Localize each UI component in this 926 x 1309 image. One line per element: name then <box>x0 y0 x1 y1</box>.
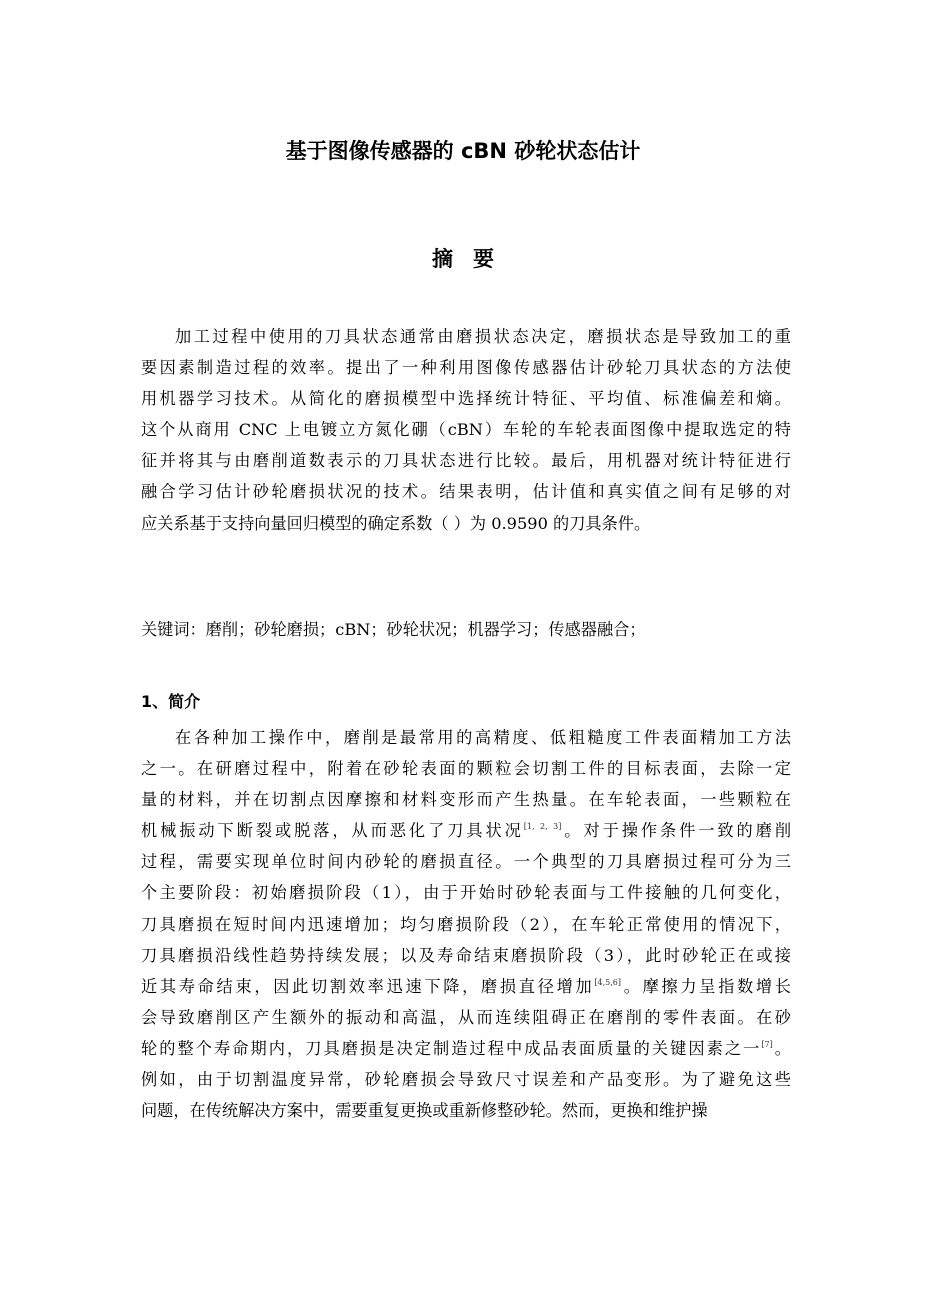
citation: [7] <box>761 1039 773 1049</box>
body-line: 量的材料，并在切割点因摩擦和材料变形而产生热量。在车轮表面，一些颗粒在 <box>141 790 791 810</box>
abstract-body <box>141 321 791 539</box>
body-line: 问题，在传统解决方案中，需要重复更换或重新修整砂轮。然而，更换和维护操 <box>141 1101 708 1121</box>
body-line: 例如，由于切割温度异常，砂轮磨损会导致尺寸误差和产品变形。为了避免这些 <box>141 1070 791 1090</box>
body-line: 轮的整个寿命期内，刀具磨损是决定制造过程中成品表面质量的关键因素之一[7]。 <box>141 1038 791 1058</box>
abstract-line: 应关系基于支持向量回归模型的确定系数（ ）为 0.9590 的刀具条件。 <box>141 513 651 533</box>
body-line: 机械振动下断裂或脱落，从而恶化了刀具状况[1, 2, 3]。对于操作条件一致的磨削 <box>141 821 792 841</box>
abstract-line: 融合学习估计砂轮磨损状况的技术。结果表明，估计值和真实值之间有足够的对 <box>141 482 791 502</box>
body-line: 会导致磨削区产生额外的振动和高温，从而连续阻碍正在磨削的零件表面。在砂 <box>141 1007 791 1027</box>
body-line: 刀具磨损在短时间内迅速增加；均匀磨损阶段（2），在车轮正常使用的情况下， <box>141 914 791 934</box>
citation: [1, 2, 3] <box>523 822 562 832</box>
section-heading: 1、简介 <box>141 692 201 711</box>
abstract-line: 加工过程中使用的刀具状态通常由磨损状态决定，磨损状态是导致加工的重 <box>175 327 791 346</box>
abstract-line: 征并将其与由磨削道数表示的刀具状态进行比较。最后，用机器对统计特征进行 <box>141 451 791 471</box>
body-line: 个主要阶段：初始磨损阶段（1），由于开始时砂轮表面与工件接触的几何变化， <box>141 883 791 903</box>
abstract-line: 这个从商用 CNC 上电镀立方氮化硼（cBN）车轮的车轮表面图像中提取选定的特 <box>141 420 791 440</box>
abstract-line: 要因素制造过程的效率。提出了一种利用图像传感器估计砂轮刀具状态的方法使 <box>141 358 791 378</box>
body-line: 过程，需要实现单位时间内砂轮的磨损直径。一个典型的刀具磨损过程可分为三 <box>141 852 791 872</box>
body-line: 近其寿命结束，因此切割效率迅速下降，磨损直径增加[4,5,6]。摩擦力呈指数增长 <box>141 976 791 996</box>
paper-title: 基于图像传感器的 cBN 砂轮状态估计 <box>285 139 641 163</box>
abstract-heading: 摘要 <box>432 247 514 271</box>
keywords: 关键词：磨削；砂轮磨损；cBN；砂轮状况；机器学习；传感器融合； <box>141 620 646 639</box>
body-line: 刀具磨损沿线性趋势持续发展；以及寿命结束磨损阶段（3），此时砂轮正在或接 <box>141 945 791 965</box>
abstract-line: 用机器学习技术。从简化的磨损模型中选择统计特征、平均值、标准偏差和熵。 <box>141 389 791 409</box>
section-body <box>141 722 791 1126</box>
citation: [4,5,6] <box>594 977 621 987</box>
body-line: 在各种加工操作中，磨削是最常用的高精度、低粗糙度工件表面精加工方法 <box>175 728 791 747</box>
body-line: 之一。在研磨过程中，附着在砂轮表面的颗粒会切割工件的目标表面，去除一定 <box>141 759 791 779</box>
